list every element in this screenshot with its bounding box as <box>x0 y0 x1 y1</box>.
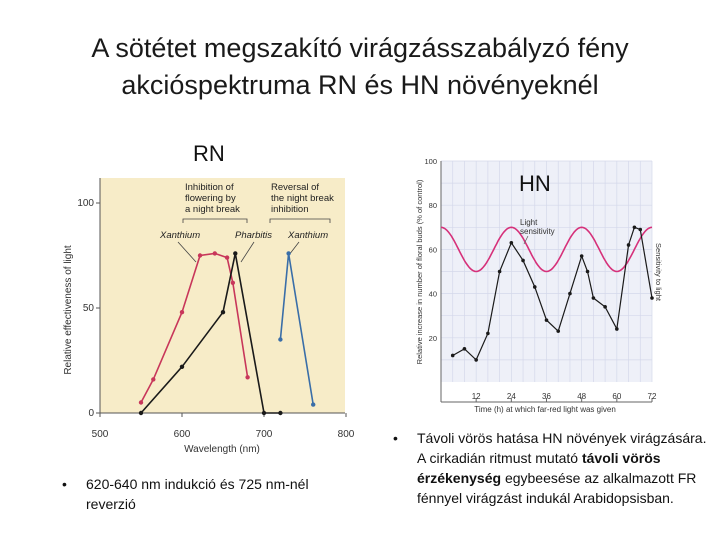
rn-y-tick-label: 0 <box>88 408 94 419</box>
hn-data-point <box>463 347 467 351</box>
bullet-right-part2: egybeesése az alkalmazott FR fénnyel virágzást indukál Arabidopsisban. <box>417 470 697 506</box>
hn-y-axis-label-right: Sensitivity to light <box>654 243 663 301</box>
hn-data-point <box>633 226 637 230</box>
hn-x-axis-label: Time (h) at which far-red light was given <box>474 405 616 414</box>
rn-annotation-inhibition: Inhibition of flowering by a night break <box>185 182 240 215</box>
hn-data-point <box>510 241 514 245</box>
hn-annotation-light-sensitivity: Light sensitivity <box>520 218 555 236</box>
bullet-dot: • <box>62 476 67 492</box>
bullet-left-text: 620-640 nm indukció és 725 nm-nél reverzió <box>86 476 309 512</box>
rn-label-xanthium-2: Xanthium <box>288 230 329 241</box>
rn-annotation-reversal: Reversal of the night break inhibition <box>271 182 334 215</box>
rn-y-axis-label: Relative effectiveness of light <box>63 245 74 375</box>
hn-data-point <box>486 332 490 336</box>
rn-label-pharbitis: Pharbitis <box>235 230 272 241</box>
bullet-right-part1: Távoli vörös hatása HN növények virágzására. A cirkadián ritmust mutató <box>417 430 707 466</box>
hn-y-axis-label: Relative increase in number of floral buds (% of control) <box>415 179 424 365</box>
hn-y-tick-label: 100 <box>424 157 437 166</box>
hn-data-point <box>638 228 642 232</box>
rn-label: RN <box>193 141 225 166</box>
bullet-right-text <box>417 428 717 508</box>
hn-data-point <box>580 254 584 258</box>
bullet-dot: • <box>393 430 398 446</box>
hn-data-point <box>545 318 549 322</box>
rn-label-xanthium-1: Xanthium <box>160 230 201 241</box>
hn-data-point <box>592 296 596 300</box>
hn-y-tick-label: 60 <box>428 245 437 255</box>
rn-x-tick-label: 500 <box>91 429 109 440</box>
hn-y-tick-label: 20 <box>428 333 437 343</box>
bullet-right-bold: távoli vörös érzékenység <box>417 450 661 486</box>
rn-x-axis-label: Wavelength (nm) <box>184 444 260 455</box>
hn-data-point <box>556 329 560 333</box>
rn-y-tick-label: 100 <box>77 198 94 209</box>
hn-data-point <box>533 285 537 289</box>
hn-data-point <box>451 354 455 358</box>
hn-data-point <box>474 358 478 362</box>
hn-x-tick-label: 60 <box>612 392 622 401</box>
title-line-1: A sötétet megszakító virágzásszabályzó fény <box>91 33 629 63</box>
rn-x-tick-label: 600 <box>173 429 191 440</box>
hn-data-point <box>603 305 607 309</box>
hn-data-point <box>650 296 654 300</box>
hn-data-point <box>586 270 590 274</box>
hn-data-point <box>627 243 631 247</box>
rn-x-tick-label: 800 <box>337 429 355 440</box>
hn-y-tick-label: 40 <box>428 289 437 299</box>
hn-data-point <box>568 292 572 296</box>
hn-x-tick-label: 72 <box>647 392 657 401</box>
hn-x-tick-label: 12 <box>471 392 481 401</box>
hn-y-tick-label: 80 <box>428 201 437 211</box>
title-line-2: akcióspektruma RN és HN növényeknél <box>121 70 599 100</box>
rn-y-tick-label: 50 <box>82 303 94 314</box>
hn-data-point <box>498 270 502 274</box>
hn-x-tick-label: 48 <box>577 392 587 401</box>
hn-x-tick-label: 24 <box>506 392 516 401</box>
hn-data-point <box>521 259 525 263</box>
hn-x-tick-label: 36 <box>542 392 551 401</box>
rn-x-tick-label: 700 <box>255 429 273 440</box>
hn-data-point <box>615 327 619 331</box>
hn-label: HN <box>519 171 551 196</box>
